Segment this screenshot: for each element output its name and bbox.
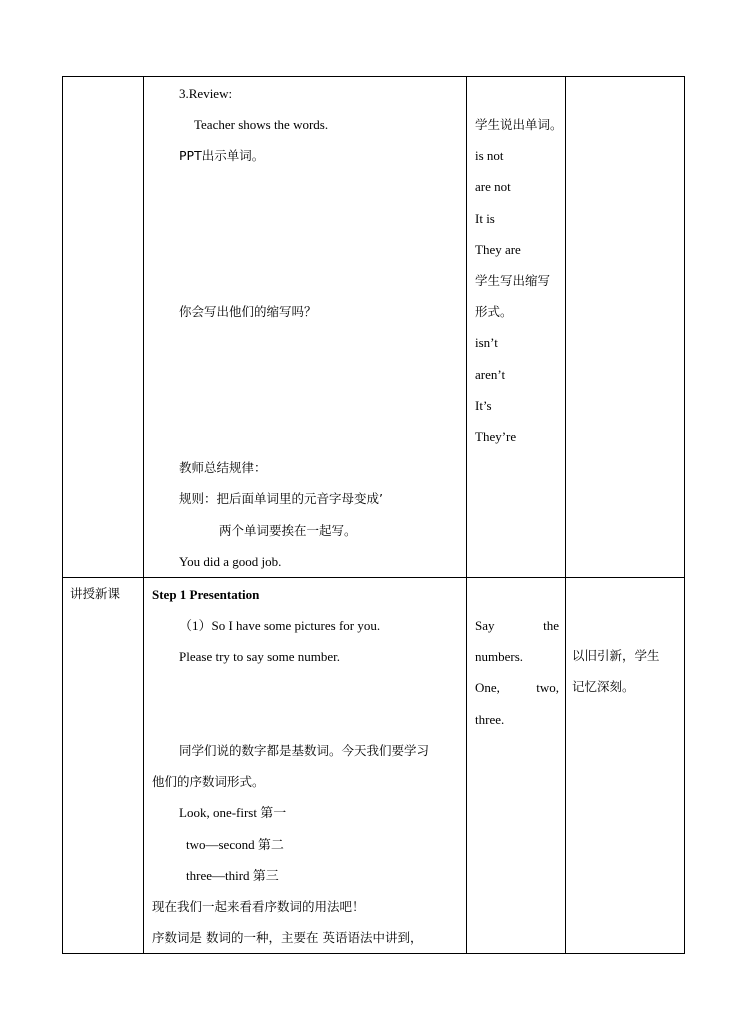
student-line: It’s <box>475 397 492 413</box>
presentation-line-4: 他们的序数词形式。 <box>152 774 265 790</box>
rule-line-1: 规则：把后面单词里的元音字母变成’ <box>179 491 383 507</box>
design-intent-text <box>566 578 684 702</box>
student-numbers-line: numbers. <box>475 649 524 665</box>
stage-cell-empty <box>63 77 144 578</box>
teacher-shows-text: Teacher shows the words. <box>194 117 329 133</box>
student-line: They’re <box>475 428 517 444</box>
student-line: It is <box>475 210 495 226</box>
student-say-line <box>467 610 565 641</box>
design-intent-cell-empty <box>566 77 685 578</box>
rule-line-2: 两个单词要挨在一起写。 <box>219 522 357 538</box>
student-line: 形式。 <box>475 304 513 320</box>
word-the: the <box>543 618 559 633</box>
student-line: isn’t <box>475 335 498 351</box>
stage-cell <box>63 578 144 954</box>
stage-label: 讲授新课 <box>70 586 121 601</box>
word-one: One, <box>475 680 500 696</box>
student-line: 学生写出缩写 <box>475 272 551 288</box>
lesson-plan-table <box>62 76 685 954</box>
presentation-line-3: 同学们说的数字都是基数词。今天我们要学习 <box>179 742 430 758</box>
student-activity-cell <box>467 578 566 954</box>
student-activity-cell <box>467 77 566 578</box>
presentation-line-6: two—second 第二 <box>186 836 284 852</box>
teacher-activity-cell <box>144 578 467 954</box>
table-row-presentation <box>63 578 685 954</box>
presentation-line-5: Look, one-first 第一 <box>179 805 287 821</box>
presentation-line-2: Please try to say some number. <box>179 649 341 665</box>
presentation-line-1: （1）So I have some pictures for you. <box>179 618 381 634</box>
presentation-line-8: 现在我们一起来看看序数词的用法吧！ <box>152 898 365 914</box>
abbreviation-question: 你会写出他们的缩写吗？ <box>179 304 317 320</box>
teacher-summary: 教师总结规律： <box>179 460 267 476</box>
student-line: They are <box>475 241 521 257</box>
presentation-line-9: 序数词是 数词的一种，主要在 英语语法中讲到， <box>152 930 423 946</box>
design-intent-cell <box>566 578 685 954</box>
student-line: are not <box>475 179 511 195</box>
design-intent-line-1: 以旧引新，学生 <box>572 648 660 663</box>
word-say: Say <box>475 618 495 633</box>
student-three-line: three. <box>475 711 505 727</box>
student-one-two-line <box>467 672 565 703</box>
step-title: Step 1 Presentation <box>152 587 260 602</box>
student-line: is not <box>475 148 504 164</box>
review-title: 3.Review: <box>179 86 233 101</box>
ppt-shows-text: PPT出示单词。 <box>179 148 265 164</box>
table-row-review <box>63 77 685 578</box>
student-line: aren’t <box>475 366 506 382</box>
presentation-line-7: three—third 第三 <box>186 867 279 883</box>
student-line: 学生说出单词。 <box>475 117 563 132</box>
praise-text: You did a good job. <box>179 553 282 569</box>
teacher-activity-cell <box>144 77 467 578</box>
design-intent-line-2: 记忆深刻。 <box>572 679 635 694</box>
word-two: two, <box>536 680 559 696</box>
